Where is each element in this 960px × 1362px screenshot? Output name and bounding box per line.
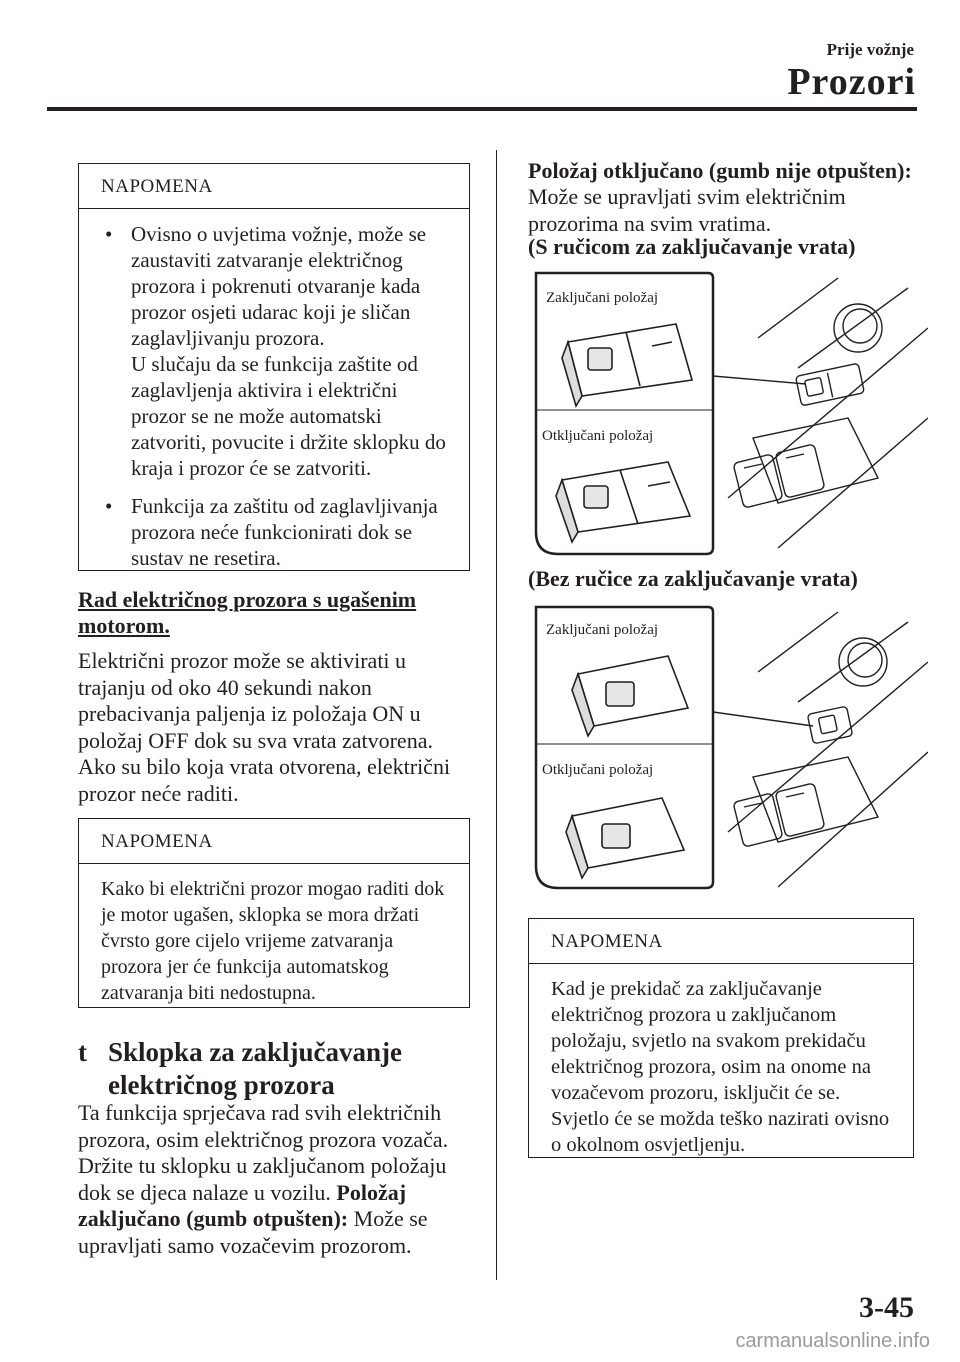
lock-switch-figure-with-lever — [528, 268, 928, 558]
page-title: Prozori — [787, 61, 916, 103]
lock-switch-paragraph — [78, 1100, 473, 1259]
figure-caption-1: (S ručicom za zaključavanje vrata) — [528, 234, 856, 259]
figure-caption-2: (Bez ručice za zaključavanje vrata) — [528, 566, 858, 591]
engine-off-paragraph: Električni prozor može se aktivirati u trajanju od oko 40 sekundi nakon prebacivanja paljenja iz položaja ON u položaj OFF dok su sva vrata zatvorena. Ako su bilo koja vrata otvorena, električni prozor neće raditi. — [78, 648, 451, 806]
note-label: NAPOMENA — [79, 819, 469, 864]
note-bullet — [101, 221, 451, 481]
fig2-unlocked-label: Otključani položaj — [542, 762, 654, 778]
unlocked-position-text: Može se upravljati svim električnim prozorima na svim vratima. — [528, 184, 846, 236]
bullet-text-continued: U slučaju da se funkcija zaštite od zaglavljenja aktivira i električni prozor se ne može automatski zatvoriti, povucite i držite sklopku do kraja i prozor će se zatvoriti. — [131, 352, 446, 480]
column-divider — [496, 150, 497, 1280]
lock-switch-text: Ta funkcija sprječava rad svih električnih prozora, osim električnog prozora vozača. Držite tu sklopku u zaključanom položaju dok se djeca nalaze u vozilu. — [78, 1100, 449, 1205]
note-box-2 — [78, 818, 470, 1008]
note-box-1 — [78, 163, 470, 571]
subheading-engine-off: Rad električnog prozora s ugašenim motorom. — [78, 587, 417, 638]
unlocked-position-label: Položaj otključano (gumb nije otpušten): — [528, 158, 912, 183]
lock-switch-figure-without-lever — [528, 602, 928, 892]
note-label: NAPOMENA — [79, 164, 469, 209]
page-number: 3-45 — [859, 1291, 914, 1324]
section-heading: Sklopka za zaključavanje električnog prozora — [108, 1037, 403, 1100]
section-icon: t — [78, 1037, 87, 1067]
watermark: carmanualsonline.info — [735, 1330, 930, 1352]
chapter-label: Prije vožnje — [826, 40, 914, 59]
note-label: NAPOMENA — [529, 919, 913, 964]
note-text: Kad je prekidač za zaključavanje električnog prozora u zaključanom položaju, svjetlo na svakom prekidaču električnog prozora, osim na onome na vozačevom prozoru, isključit će se. Svjetlo će se možda teško nazirati ovisno o okolnom osvjetljenju. — [551, 978, 890, 1156]
note-box-3 — [528, 918, 914, 1158]
fig2-locked-label: Zaključani položaj — [546, 622, 659, 638]
fig1-unlocked-label: Otključani položaj — [542, 428, 654, 444]
bullet-dot: • — [105, 222, 113, 246]
fig1-locked-label: Zaključani položaj — [546, 290, 659, 306]
locked-position-label: Položaj zaključano (gumb otpušten): — [78, 1179, 407, 1231]
bullet-text: Ovisno o uvjetima vožnje, može se zaustaviti zatvaranje električnog prozora i pokrenuti otvaranje kada prozor osjeti udarac koji je sličan zaglavljivanju prozora. — [131, 222, 427, 350]
header-rule — [47, 107, 917, 111]
note-text: Kako bi električni prozor mogao raditi dok je motor ugašen, sklopka se mora držati čvrsto gore cijelo vrijeme zatvaranja prozora jer će funkcija automatskog zatvaranja biti nedostupna. — [101, 878, 445, 1004]
note-bullet — [101, 493, 451, 571]
bullet-dot: • — [105, 494, 113, 518]
bullet-text: Funkcija za zaštitu od zaglavljivanja prozora neće funkcionirati dok se sustav ne resetira. — [131, 494, 438, 570]
locked-position-text: Može se upravljati samo vozačevim prozorom. — [78, 1206, 428, 1258]
